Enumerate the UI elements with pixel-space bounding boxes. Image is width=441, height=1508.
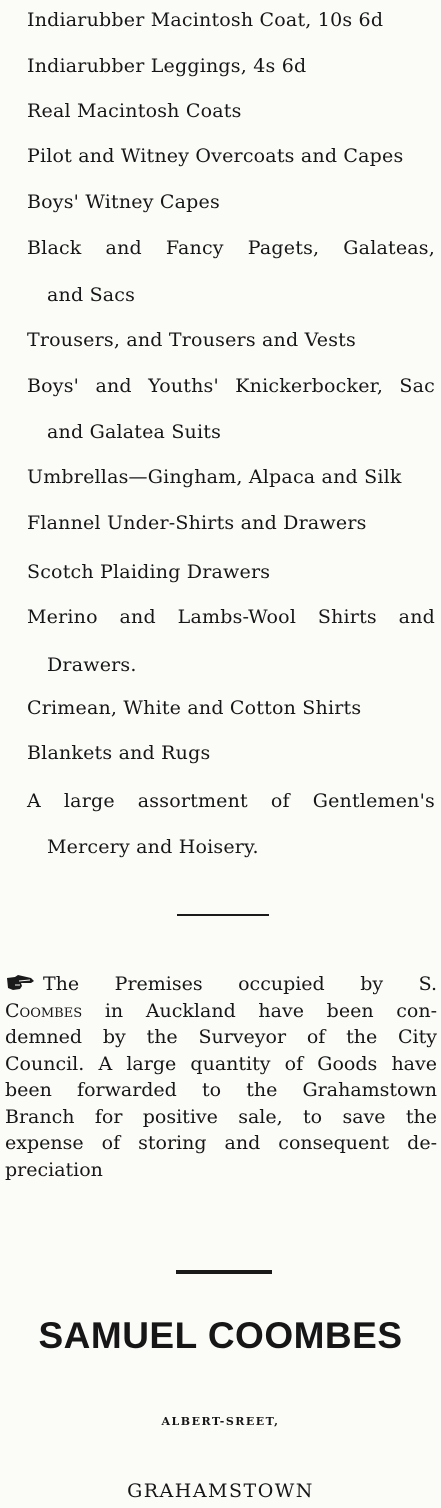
list-item: Umbrellas—Gingham, Alpaca and Silk — [27, 466, 402, 488]
notice-line: been forwarded to the Grahamstown — [5, 1079, 437, 1101]
town-name: GRAHAMSTOWN — [127, 1480, 314, 1502]
list-item: Crimean, White and Cotton Shirts — [27, 697, 362, 719]
list-item-text: A large assortment of Gentlemen's — [27, 790, 435, 812]
list-item: Indiarubber Macintosh Coat, 10s 6d — [27, 9, 384, 31]
list-item-text: Boys' and Youths' Knickerbocker, Sac — [27, 375, 435, 397]
list-item-text: Black and Fancy Pagets, Galateas, — [27, 237, 435, 259]
notice-line: demned by the Surveyor of the City — [5, 1026, 437, 1048]
list-item — [27, 375, 437, 397]
list-item: Indiarubber Leggings, 4s 6d — [27, 55, 307, 77]
list-item: Blankets and Rugs — [27, 742, 211, 764]
list-item-continuation: and Galatea Suits — [47, 421, 222, 443]
divider — [176, 1270, 272, 1274]
list-item: Scotch Plaiding Drawers — [27, 561, 271, 583]
list-item — [27, 237, 437, 259]
notice-line: preciation — [5, 1158, 103, 1181]
list-item — [27, 606, 437, 628]
notice-line: Council. A large quantity of Goods have — [5, 1052, 437, 1075]
list-item: Real Macintosh Coats — [27, 100, 242, 122]
notice-paragraph — [5, 971, 437, 1183]
notice-text: The Premises occupied by S. — [43, 973, 437, 995]
pointing-hand-icon — [5, 974, 35, 992]
list-item: Boys' Witney Capes — [27, 191, 220, 213]
list-item: Flannel Under-Shirts and Drawers — [27, 512, 367, 534]
notice-line — [5, 971, 437, 998]
divider — [177, 914, 269, 916]
list-item: Trousers, and Trousers and Vests — [27, 329, 356, 351]
list-item-continuation: and Sacs — [47, 284, 136, 306]
merchant-name: Coombes — [5, 999, 83, 1022]
list-item: Pilot and Witney Overcoats and Capes — [27, 145, 404, 167]
list-item-continuation: Mercery and Hoisery. — [47, 836, 259, 858]
merchant-title: SAMUEL COOMBES — [38, 1315, 403, 1356]
street-address: ALBERT-SREET, — [161, 1415, 280, 1428]
notice-text: in Auckland have been con- — [82, 999, 437, 1022]
notice-line: expense of storing and consequent de- — [5, 1132, 437, 1154]
notice-line — [5, 998, 437, 1025]
list-item-continuation: Drawers. — [47, 654, 137, 676]
list-item-text: Merino and Lambs-Wool Shirts and — [27, 606, 435, 628]
notice-line: Branch for positive sale, to save the — [5, 1105, 437, 1128]
list-item — [27, 790, 437, 812]
